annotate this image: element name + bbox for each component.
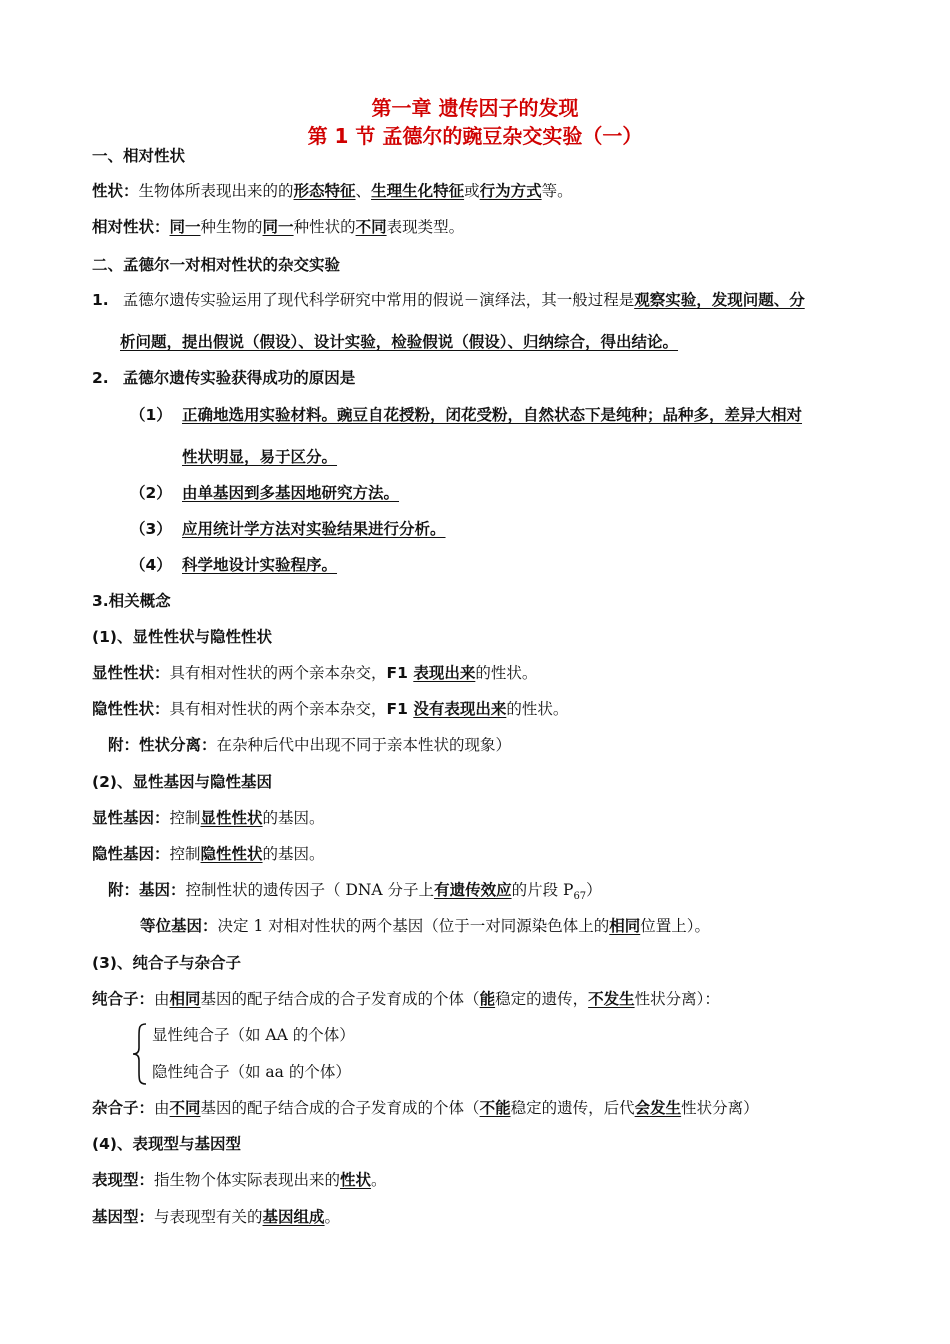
point-1-line-1 xyxy=(92,289,805,311)
text: 指生物个体实际表现出来的 xyxy=(154,1171,341,1189)
keyword: 生理生化特征 xyxy=(371,182,465,200)
text: 的性状。 xyxy=(475,664,538,682)
reason-3-number: （3） xyxy=(130,520,172,538)
subheading-traits: (1)、显性性状与隐性性状 xyxy=(92,628,272,646)
subheading-genes: (2)、显性基因与隐性基因 xyxy=(92,773,272,791)
term-label: 杂合子： xyxy=(92,1099,155,1117)
keyword: 同一 xyxy=(169,218,201,236)
keyword: 没有表现出来 xyxy=(413,700,507,718)
note-segregation xyxy=(108,734,511,756)
text: 等。 xyxy=(541,182,573,200)
point-2 xyxy=(92,367,355,389)
text: F1 xyxy=(386,664,414,682)
keyword: 会发生 xyxy=(634,1099,682,1117)
page-reference: 67 xyxy=(573,891,587,903)
curly-brace-icon xyxy=(130,1022,150,1086)
text: 孟德尔遗传实验运用了现代科学研究中常用的假说－演绎法，其一般过程是 xyxy=(122,291,635,309)
definition-homozygote xyxy=(92,988,720,1010)
text: 孟德尔遗传实验获得成功的原因是 xyxy=(122,369,356,387)
text: 由 xyxy=(154,990,170,1008)
text: 与表现型有关的 xyxy=(154,1208,263,1226)
text: 控制性状的遗传因子（ DNA 分子上 xyxy=(185,881,435,899)
text: 基因的配子结合成的合子发育成的个体（ xyxy=(200,990,480,1008)
text: 位置上）。 xyxy=(640,917,711,935)
term-label: 显性基因： xyxy=(92,809,170,827)
definition-dominant-gene xyxy=(92,807,325,829)
text: 稳定的遗传， xyxy=(495,990,589,1008)
keyword: 隐性性状 xyxy=(200,845,263,863)
term-label: 显性性状： xyxy=(92,664,170,682)
point-1-line-2 xyxy=(120,331,678,353)
text: 的片段 P xyxy=(511,881,574,899)
text: 性状分离）： xyxy=(634,990,720,1008)
text: 在杂种后代中出现不同于亲本性状的现象） xyxy=(216,736,512,754)
keyword: 不发生 xyxy=(588,990,635,1008)
text: 具有相对性状的两个亲本杂交， xyxy=(169,700,387,718)
keyword: 基因组成 xyxy=(262,1208,325,1226)
reason-1-line-2: 性状明显，易于区分。 xyxy=(182,448,338,466)
text: 生物体所表现出来的的 xyxy=(138,182,294,200)
keyword: 析问题，提出假说（假设）、设计实验，检验假说（假设）、归纳综合，得出结论。 xyxy=(120,333,679,351)
term-label: 隐性性状： xyxy=(92,700,170,718)
text: 决定 1 对相对性状的两个基因（位于一对同源染色体上的 xyxy=(217,917,610,935)
keyword: 能 xyxy=(479,990,496,1008)
section-title: 第 1 节 孟德尔的豌豆杂交实验（一） xyxy=(307,124,643,148)
term-label: 表现型： xyxy=(92,1171,155,1189)
list-number: 1. xyxy=(92,291,109,309)
reason-2-text: 由单基因到多基因地研究方法。 xyxy=(182,484,400,502)
term-label: 性状： xyxy=(92,182,139,200)
text: 性状分离） xyxy=(681,1099,759,1117)
keyword: 形态特征 xyxy=(293,182,356,200)
reason-3-text: 应用统计学方法对实验结果进行分析。 xyxy=(182,520,446,538)
term-label: 隐性基因： xyxy=(92,845,170,863)
keyword: 有遗传效应 xyxy=(434,881,512,899)
text: 种生物的 xyxy=(200,218,263,236)
definition-dominant-trait xyxy=(92,662,537,684)
heading-related-concepts: 3.相关概念 xyxy=(92,592,171,610)
text: 种性状的 xyxy=(293,218,356,236)
note-gene xyxy=(108,879,602,908)
term-label: 附：性状分离： xyxy=(108,736,217,754)
keyword: 同一 xyxy=(262,218,294,236)
text: 。 xyxy=(324,1208,341,1226)
term-label: 基因型： xyxy=(92,1208,155,1226)
definition-phenotype xyxy=(92,1169,387,1191)
text: 具有相对性状的两个亲本杂交， xyxy=(169,664,387,682)
term-label: 等位基因： xyxy=(140,917,218,935)
keyword: 表现出来 xyxy=(413,664,476,682)
keyword: 不能 xyxy=(479,1099,511,1117)
reason-4-text: 科学地设计实验程序。 xyxy=(182,556,338,574)
dominant-homozygote: 显性纯合子（如 AA 的个体） xyxy=(152,1026,355,1044)
heading-relative-traits: 一、相对性状 xyxy=(92,147,186,165)
keyword: 不同 xyxy=(355,218,387,236)
text: 的性状。 xyxy=(506,700,569,718)
text: 。 xyxy=(371,1171,387,1189)
keyword: 不同 xyxy=(169,1099,201,1117)
keyword: 相同 xyxy=(609,917,641,935)
reason-1-number: （1） xyxy=(130,406,172,424)
keyword: 性状 xyxy=(340,1171,372,1189)
definition-genotype xyxy=(92,1206,340,1228)
text: 的基因。 xyxy=(262,845,325,863)
chapter-title: 第一章 遗传因子的发现 xyxy=(371,96,579,120)
text: 或 xyxy=(464,182,480,200)
keyword: 观察实验，发现问题、分 xyxy=(634,291,805,309)
definition-recessive-gene xyxy=(92,843,325,865)
text: 的基因。 xyxy=(262,809,325,827)
text: 基因的配子结合成的合子发育成的个体（ xyxy=(200,1099,480,1117)
term-label: 附：基因： xyxy=(108,881,186,899)
text: ） xyxy=(586,881,602,899)
text: 控制 xyxy=(169,845,201,863)
reason-2-number: （2） xyxy=(130,484,172,502)
reason-4-number: （4） xyxy=(130,556,172,574)
text: 稳定的遗传，后代 xyxy=(510,1099,635,1117)
definition-recessive-trait xyxy=(92,698,568,720)
definition-relative-trait xyxy=(92,216,464,238)
keyword: 行为方式 xyxy=(479,182,542,200)
text: F1 xyxy=(386,700,414,718)
term-label: 相对性状： xyxy=(92,218,170,236)
subheading-phenotype-genotype: (4)、表现型与基因型 xyxy=(92,1135,241,1153)
text: 控制 xyxy=(169,809,201,827)
definition-trait xyxy=(92,180,573,202)
heading-mendel-experiment: 二、孟德尔一对相对性状的杂交实验 xyxy=(92,256,341,274)
definition-allele xyxy=(140,915,710,937)
text: 、 xyxy=(355,182,372,200)
definition-heterozygote xyxy=(92,1097,759,1119)
list-number: 2. xyxy=(92,369,109,387)
term-label: 纯合子： xyxy=(92,990,155,1008)
reason-1-line-1: 正确地选用实验材料。豌豆自花授粉，闭花受粉，自然状态下是纯种；品种多，差异大相对 xyxy=(182,406,803,424)
text: 表现类型。 xyxy=(386,218,465,236)
keyword: 显性性状 xyxy=(200,809,263,827)
text: 由 xyxy=(154,1099,170,1117)
keyword: 相同 xyxy=(169,990,201,1008)
recessive-homozygote: 隐性纯合子（如 aa 的个体） xyxy=(152,1063,351,1081)
subheading-zygotes: (3)、纯合子与杂合子 xyxy=(92,954,241,972)
